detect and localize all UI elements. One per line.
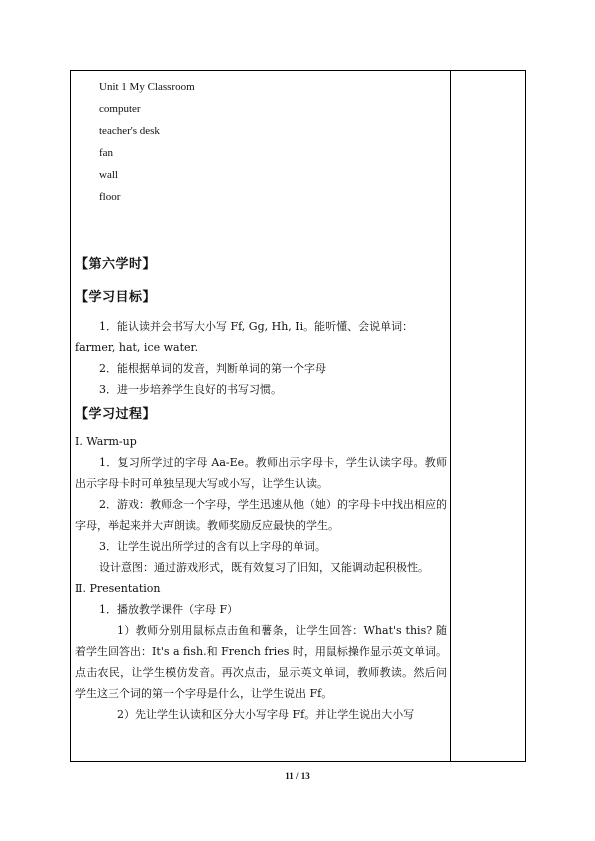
vocab-list xyxy=(75,76,447,208)
warmup-step: 1．复习所学过的字母 Aa-Ee。教师出示字母卡，学生认读字母。教师出示字母卡时可单独呈现大写或小写，让学生认读。 xyxy=(75,456,447,490)
presentation-substep: 2）先让学生认读和区分大小写字母 Ff。并让学生说出大小写 xyxy=(117,708,415,721)
vocab-item: fan xyxy=(99,147,114,159)
notes-column-cell xyxy=(450,70,526,762)
presentation-substep: 1）教师分别用鼠标点击鱼和薯条，让学生回答：What's this? 随着学生回答出：It's a fish.和 French fries 时，用鼠标操作显示英文单词。点击农民，让学生模仿发音。再次点击，显示英文单词，教师教读。然后问学生这三个词的第一个字母是什么，让学生说出 Ff。 xyxy=(75,624,447,700)
page-number: 11 / 13 xyxy=(285,771,310,781)
document-body xyxy=(75,76,447,725)
goal-item: 1．能认读并会书写大小写 Ff, Gg, Hh, Ii。能听懂、会说单词： xyxy=(99,320,414,333)
warmup-step: 3．让学生说出所学过的含有以上字母的单词。 xyxy=(99,540,326,553)
presentation-title: Ⅱ. Presentation xyxy=(75,582,161,595)
unit-title: Unit 1 My Classroom xyxy=(99,81,195,93)
warmup-title: I. Warm-up xyxy=(75,435,137,448)
process-heading: 【学习过程】 xyxy=(75,407,157,422)
vocab-item: floor xyxy=(99,191,121,203)
presentation-step: 1．播放教学课件（字母 F） xyxy=(99,603,239,616)
goal-item: 3．进一步培养学生良好的书写习惯。 xyxy=(99,383,282,396)
vocab-item: wall xyxy=(99,169,118,181)
goal-item: 2．能根据单词的发音，判断单词的第一个字母 xyxy=(99,362,326,375)
goals-heading: 【学习目标】 xyxy=(75,290,157,305)
lesson-heading: 【第六学时】 xyxy=(75,257,157,272)
vocab-item: teacher's desk xyxy=(99,125,160,137)
warmup-step: 2．游戏：教师念一个字母，学生迅速从他（她）的字母卡中找出相应的字母，举起来并大声朗读。教师奖励反应最快的学生。 xyxy=(75,498,447,532)
design-intent: 设计意图：通过游戏形式，既有效复习了旧知，又能调动起积极性。 xyxy=(99,561,429,574)
vocab-item: computer xyxy=(99,103,141,115)
goal-item-continued: farmer, hat, ice water. xyxy=(75,341,199,354)
